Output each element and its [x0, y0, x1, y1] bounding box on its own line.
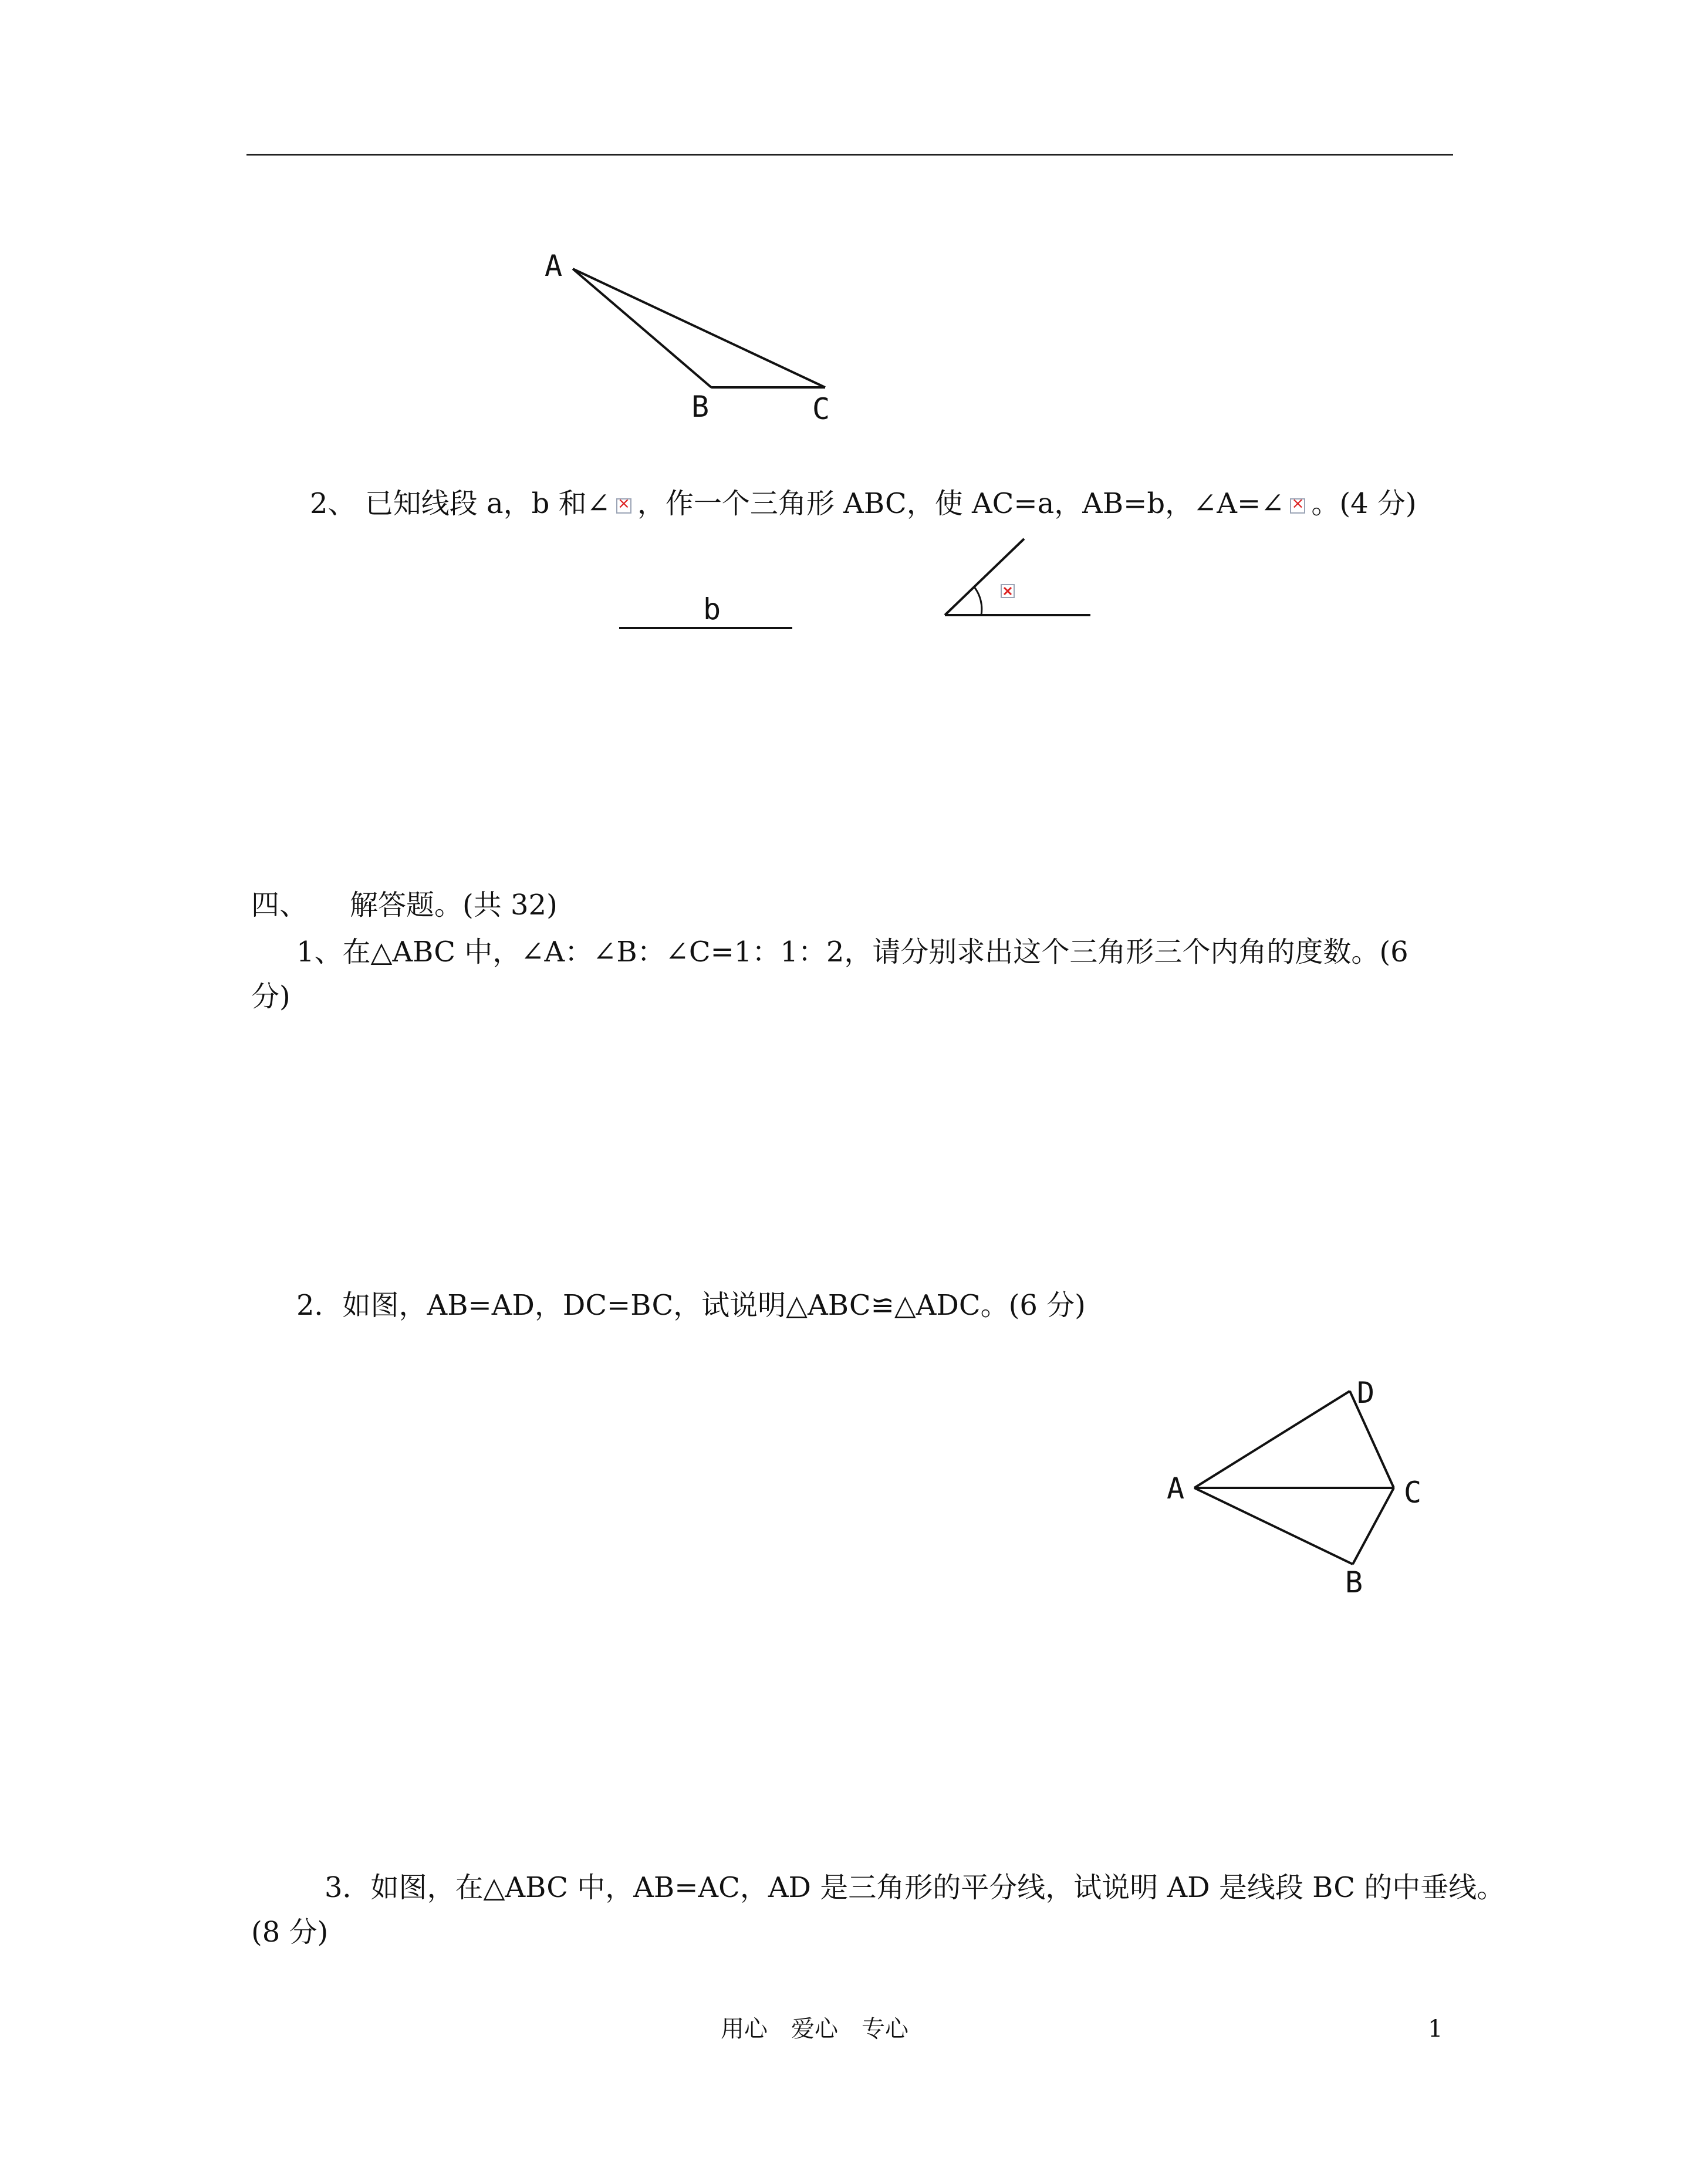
question-1-line1: 1、在△ABC 中，∠A：∠B：∠C=1：1：2，请分别求出这个三角形三个内角的度数。(6 [296, 936, 1408, 968]
question-construct-part3: 。(4 分) [1311, 487, 1417, 520]
vertex-label-b: B [691, 390, 710, 424]
page-number: 1 [1428, 2016, 1443, 2043]
question-2: 2．如图，AB=AD，DC=BC，试说明△ABC≌△ADC。(6 分) [296, 1289, 1086, 1322]
kite-side-ad [1194, 1391, 1350, 1488]
triangle-figure [573, 269, 825, 387]
question-construct [310, 487, 1417, 520]
kite-side-bc [1353, 1488, 1394, 1564]
question-3-line1: 3．如图，在△ABC 中，AB=AC，AD 是三角形的平分线，试说明 AD 是线段 BC 的中垂线。 [325, 1871, 1505, 1904]
section-title: 四、 解答题。(共 32) [251, 889, 558, 921]
segment-b-label: b [703, 592, 721, 626]
footer-motto: 用心 爱心 专心 [721, 2016, 908, 2043]
question-3-line2: (8 分) [251, 1916, 329, 1949]
vertex-label-c2: C [1404, 1476, 1422, 1510]
angle-figure [945, 539, 1090, 615]
vertex-label-b2: B [1345, 1565, 1363, 1599]
vertex-label-a: A [545, 249, 563, 283]
angle-arc [974, 587, 982, 615]
kite-figure [1194, 1391, 1394, 1564]
question-construct-part1: 2、 已知线段 a，b 和∠ [310, 487, 610, 520]
vertex-label-a2: A [1167, 1471, 1185, 1505]
question-1-line2: 分) [251, 980, 291, 1013]
vertex-label-d: D [1357, 1376, 1375, 1410]
broken-image-icon [1001, 585, 1014, 598]
triangle-side-ab [573, 269, 711, 387]
triangle-side-ac [573, 269, 825, 387]
kite-side-ab [1194, 1488, 1353, 1564]
angle-ray-slanted [945, 539, 1024, 615]
broken-image-icon [616, 498, 631, 514]
vertex-label-c: C [812, 392, 830, 426]
broken-image-icon [1290, 498, 1305, 514]
question-construct-part2: ，作一个三角形 ABC，使 AC=a，AB=b，∠A=∠ [637, 487, 1285, 520]
